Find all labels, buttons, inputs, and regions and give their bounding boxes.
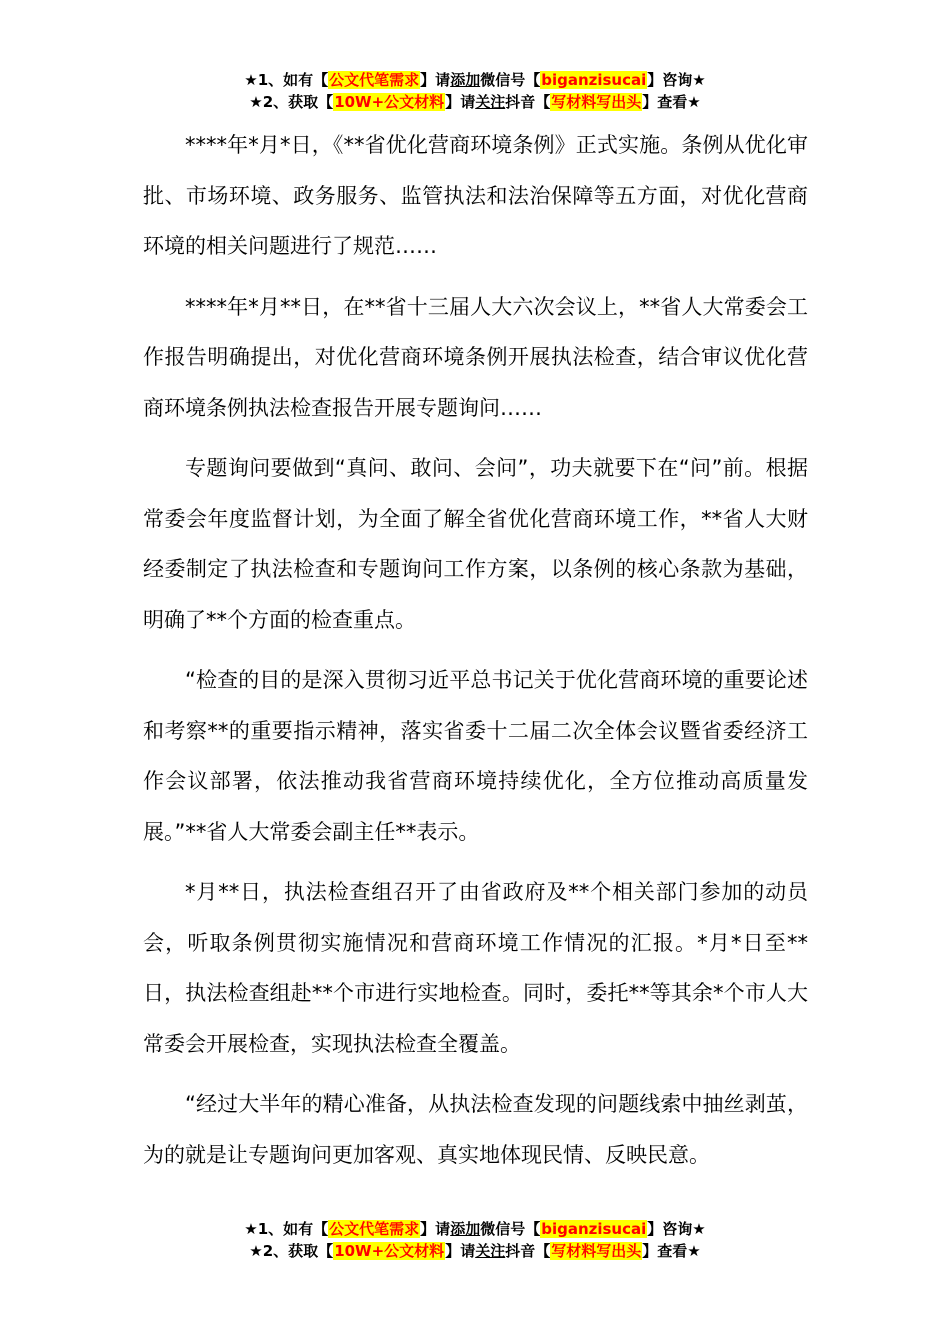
highlight-materials: 10W+公文材料	[334, 1242, 445, 1260]
banner-text: 】咨询★	[647, 1220, 706, 1238]
underlined-text: 关注	[475, 1242, 506, 1260]
bottom-banner	[0, 1218, 950, 1262]
banner-line-1	[0, 69, 950, 91]
paragraph: *月**日，执法检查组召开了由省政府及**个相关部门参加的动员会，听取条例贯彻实施情况和营商环境工作情况的汇报。*月*日至**日，执法检查组赴**个市进行实地检查。同时，委托**等其余*个市人大常委会开展检查，实现执法检查全覆盖。	[143, 880, 808, 1056]
underlined-text: 添加	[450, 1220, 481, 1238]
banner-line-1	[0, 1218, 950, 1240]
highlight-douyin-id: 写材料写出头	[551, 1242, 642, 1260]
banner-line-2	[0, 91, 950, 113]
banner-text: 】请	[420, 71, 451, 89]
paragraph: “经过大半年的精心准备，从执法检查发现的问题线索中抽丝剥茧，为的就是让专题询问更加客观、真实地体现民情、反映民意。	[143, 1092, 808, 1167]
paragraph: ****年*月*日，《**省优化营商环境条例》正式实施。条例从优化审批、市场环境、政务服务、监管执法和法治保障等五方面，对优化营商环境的相关问题进行了规范……	[143, 133, 808, 258]
top-banner	[0, 69, 950, 113]
banner-text: 】请	[445, 93, 476, 111]
banner-text: 】咨询★	[647, 71, 706, 89]
banner-text: 抖音【	[505, 93, 551, 111]
banner-text: 】查看★	[642, 93, 701, 111]
banner-text: 微信号【	[480, 1220, 541, 1238]
banner-text: 微信号【	[480, 71, 541, 89]
underlined-text: 添加	[450, 71, 481, 89]
paragraph: ****年*月**日，在**省十三届人大六次会议上，**省人大常委会工作报告明确提出，对优化营商环境条例开展执法检查，结合审议优化营商环境条例执法检查报告开展专题询问……	[143, 294, 808, 420]
banner-text: 】请	[420, 1220, 451, 1238]
banner-text: ★2、获取【	[249, 1242, 334, 1260]
banner-text: 】请	[445, 1242, 476, 1260]
underlined-text: 关注	[475, 93, 506, 111]
paragraph: “检查的目的是深入贯彻习近平总书记关于优化营商环境的重要论述和考察**的重要指示精神，落实省委十二届二次全体会议暨省委经济工作会议部署，依法推动我省营商环境持续优化，全方位推动高质量发展。”**省人大常委会副主任**表示。	[143, 668, 808, 844]
banner-text: 】查看★	[642, 1242, 701, 1260]
banner-text: ★2、获取【	[249, 93, 334, 111]
highlight-service: 公文代笔需求	[329, 71, 420, 89]
paragraph: 专题询问要做到“真问、敢问、会问”，功夫就要下在“问”前。根据常委会年度监督计划，为全面了解全省优化营商环境工作，**省人大财经委制定了执法检查和专题询问工作方案，以条例的核心条款为基础，明确了**个方面的检查重点。	[143, 456, 808, 632]
highlight-wechat-id: biganzisucai	[541, 1220, 647, 1238]
banner-text: ★1、如有【	[244, 71, 329, 89]
article-body	[143, 120, 808, 1190]
banner-line-2	[0, 1240, 950, 1262]
highlight-materials: 10W+公文材料	[334, 93, 445, 111]
highlight-wechat-id: biganzisucai	[541, 71, 647, 89]
highlight-douyin-id: 写材料写出头	[551, 93, 642, 111]
banner-text: ★1、如有【	[244, 1220, 329, 1238]
banner-text: 抖音【	[505, 1242, 551, 1260]
highlight-service: 公文代笔需求	[329, 1220, 420, 1238]
